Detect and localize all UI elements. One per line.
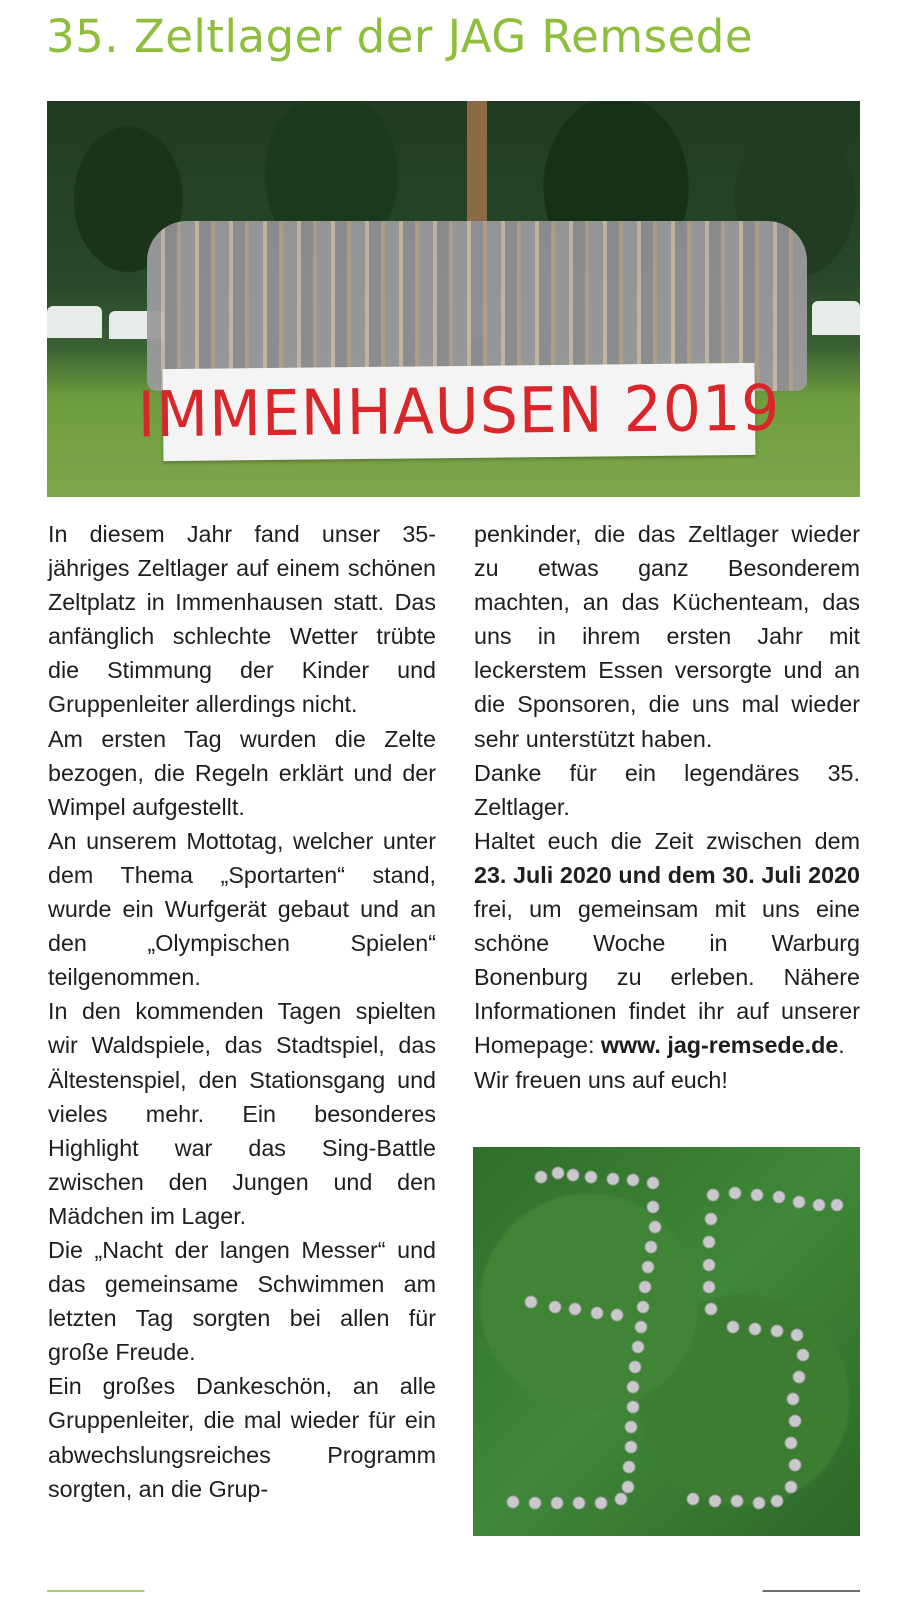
paragraph: Wir freuen uns auf euch! bbox=[474, 1066, 728, 1093]
paragraph: penkinder, die das Zeltlager wieder zu etwas ganz Besonderem machten, an das Küchenteam, das uns in ihrem ersten Jahr mit leckerstem Essen versorgte und an die Sponsoren, die uns mal wieder sehr unterstützt haben. bbox=[474, 521, 860, 752]
paragraph-dates bbox=[474, 824, 860, 1063]
paragraph: Am ersten Tag wurden die Zelte bezogen, die Regeln erklärt und der Wimpel aufgestellt. bbox=[48, 725, 436, 820]
paragraph: Danke für ein legendäres 35. Zeltlager. bbox=[474, 759, 860, 820]
paragraph: In diesem Jahr fand unser 35-jähriges Zeltlager auf einem schönen Zeltplatz in Immenhausen statt. Das anfänglich schlechte Wetter trübte die Stimmung der Kinder und Gruppenleiter allerdings nicht. bbox=[48, 521, 436, 718]
digit-3-middle bbox=[525, 1296, 623, 1321]
paragraph: Ein großes Dankeschön, an alle Gruppenleiter, die mal wieder für ein abwechslungsreiches Programm sorgten, an die Grup- bbox=[48, 1373, 436, 1502]
digit-3-bottom bbox=[507, 1493, 627, 1509]
tent-left bbox=[47, 306, 102, 338]
homepage-link[interactable]: www. jag-remsede.de bbox=[600, 1032, 839, 1059]
page-title: 35. Zeltlager der JAG Remsede bbox=[46, 10, 754, 63]
tent-right bbox=[812, 301, 860, 335]
digit-5-bottom bbox=[687, 1493, 783, 1509]
people-formation bbox=[473, 1147, 860, 1536]
paragraph: In den kommenden Tagen spielten wir Waldspiele, das Stadtspiel, das Ältestenspiel, den Stationsgang und vieles mehr. Ein besonderes Highlight war das Sing-Battle zwischen den Jungen und den Mädchen im Lager. bbox=[48, 998, 436, 1229]
banner-text: IMMENHAUSEN 2019 bbox=[137, 371, 781, 453]
text: frei, um gemeinsam mit uns eine schöne Woche in Warburg Bonenburg zu erleben. Nähere Informationen findet ihr auf unserer Homepage: bbox=[474, 896, 860, 1059]
article-column-left bbox=[48, 517, 436, 1506]
text: . bbox=[838, 1032, 845, 1059]
aerial-photo-35-formation bbox=[473, 1147, 860, 1536]
digit-5-curve bbox=[785, 1349, 809, 1493]
digit-3-stroke bbox=[622, 1201, 661, 1493]
digit-5-middle bbox=[727, 1321, 803, 1341]
digit-5-vertical bbox=[703, 1213, 717, 1315]
paragraph: Die „Nacht der langen Messer“ und das gemeinsame Schwimmen am letzten Tag sorgten bei allen für große Freude. bbox=[48, 1236, 436, 1366]
date-range: 23. Juli 2020 und dem 30. Juli 2020 bbox=[474, 861, 860, 888]
banner bbox=[137, 363, 781, 461]
digit-3-top bbox=[535, 1167, 659, 1189]
group-photo-immenhausen bbox=[47, 101, 860, 497]
article-column-right bbox=[474, 517, 860, 1097]
text: Haltet euch die Zeit zwischen dem bbox=[474, 827, 860, 854]
digit-5-top bbox=[707, 1187, 843, 1211]
paragraph: An unserem Mottotag, welcher unter dem Thema „Sportarten“ stand, wurde ein Wurfgerät gebaut und an den „Olympischen Spielen“ teilgenommen. bbox=[48, 827, 436, 991]
page-bottom-divider bbox=[47, 1590, 860, 1592]
